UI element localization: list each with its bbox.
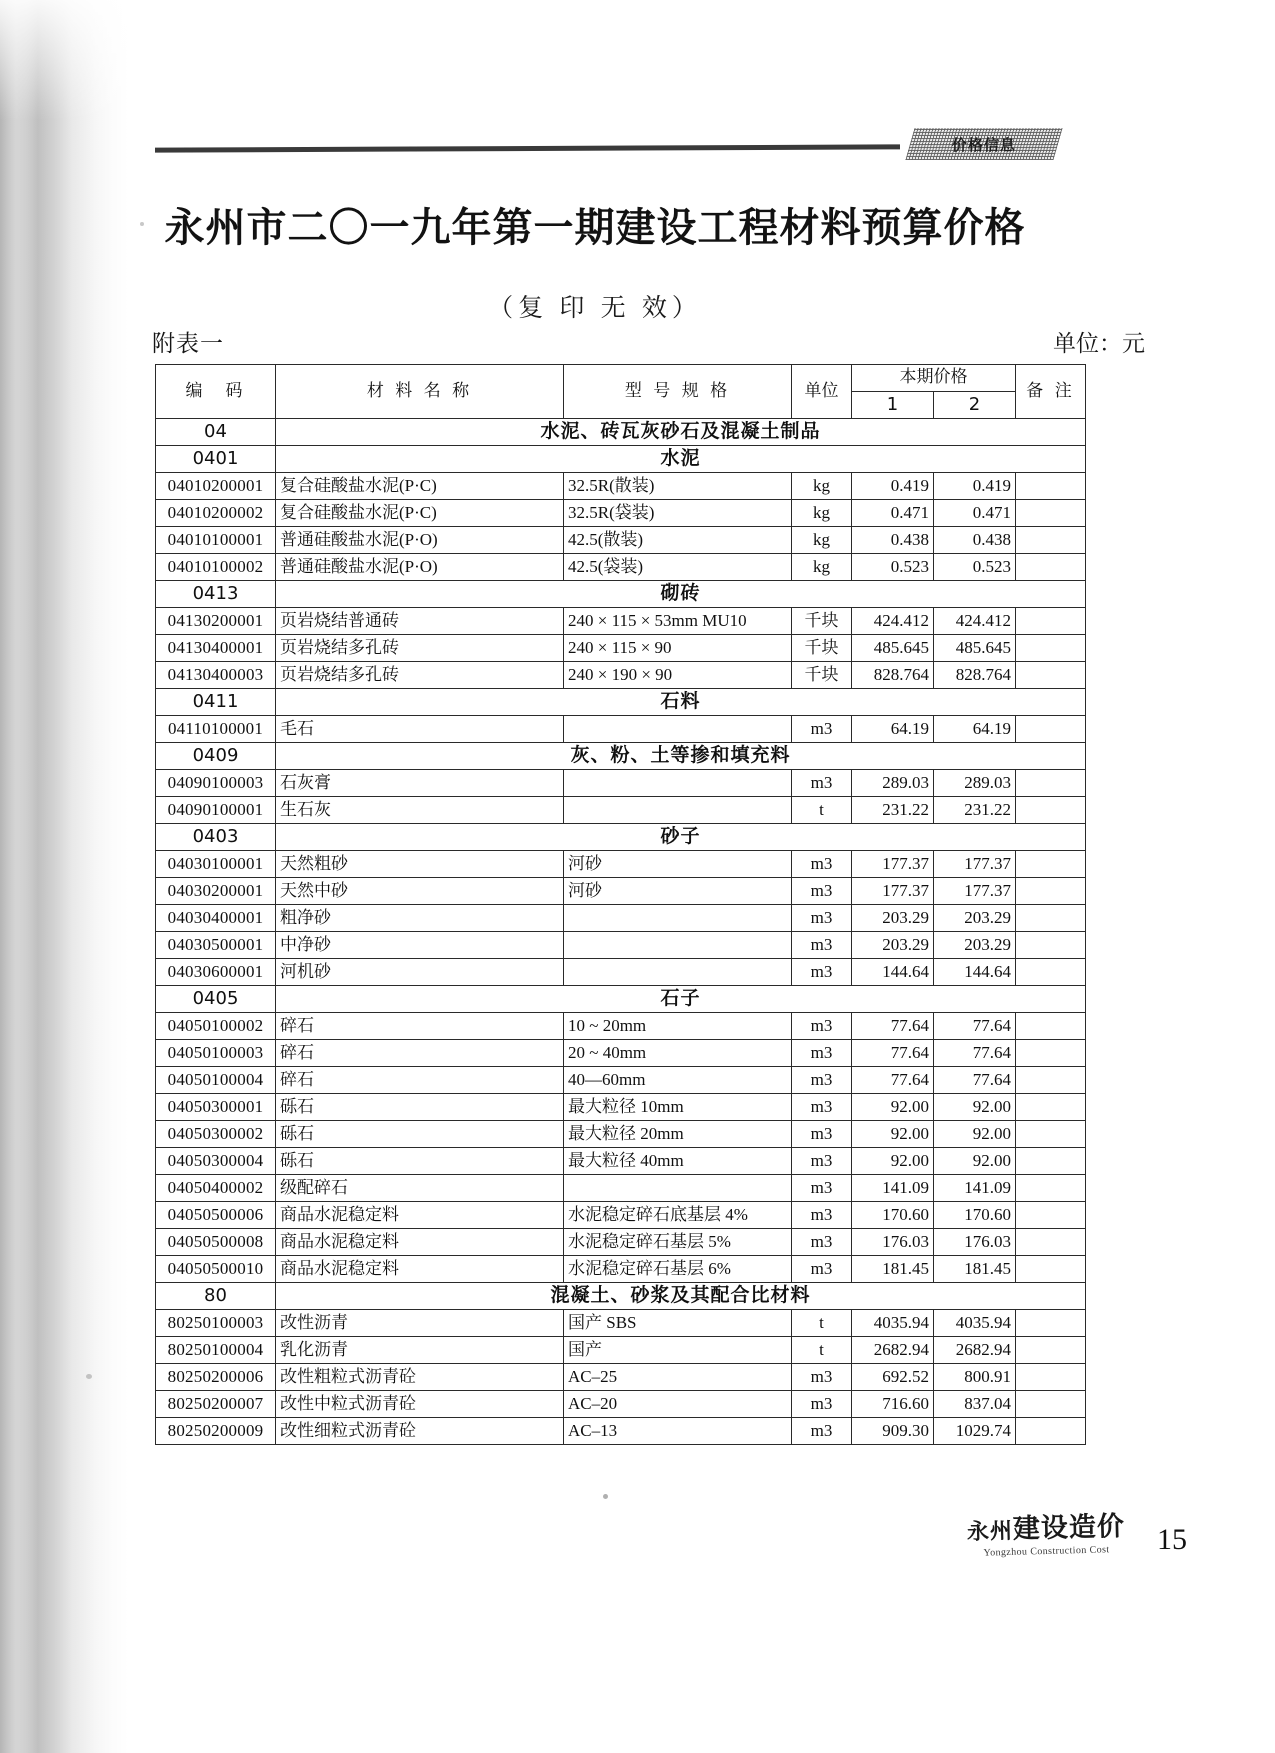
cell-spec: 32.5R(散装) [564, 473, 792, 500]
table-group-row [156, 1283, 1086, 1310]
cell-code: 04030400001 [156, 905, 276, 932]
cell-unit: 千块 [792, 635, 852, 662]
cell-spec: 水泥稳定碎石基层 5% [564, 1229, 792, 1256]
cell-note [1016, 797, 1086, 824]
cell-price-2: 177.37 [934, 851, 1016, 878]
cell-spec [564, 905, 792, 932]
cell-spec [564, 770, 792, 797]
cell-name: 河机砂 [276, 959, 564, 986]
group-code: 0405 [156, 986, 276, 1013]
cell-price-1: 289.03 [852, 770, 934, 797]
cell-code: 80250100003 [156, 1310, 276, 1337]
column-header-code: 编 码 [156, 365, 276, 419]
cell-price-2: 0.438 [934, 527, 1016, 554]
cell-spec: 最大粒径 10mm [564, 1094, 792, 1121]
publisher-mark-cn-2: 建设造价 [1012, 1510, 1126, 1545]
cell-note [1016, 1364, 1086, 1391]
cell-unit: m3 [792, 1418, 852, 1445]
cell-name: 砾石 [276, 1094, 564, 1121]
cell-spec: 240 × 115 × 90 [564, 635, 792, 662]
cell-code: 04010200002 [156, 500, 276, 527]
cell-price-2: 231.22 [934, 797, 1016, 824]
cell-price-1: 92.00 [852, 1094, 934, 1121]
cell-unit: t [792, 1337, 852, 1364]
cell-unit: m3 [792, 1013, 852, 1040]
cell-name: 生石灰 [276, 797, 564, 824]
price-table [155, 364, 1086, 1445]
column-header-name: 材 料 名 称 [276, 365, 564, 419]
cell-name: 碎石 [276, 1040, 564, 1067]
cell-price-2: 176.03 [934, 1229, 1016, 1256]
cell-code: 04030100001 [156, 851, 276, 878]
table-row [156, 662, 1086, 689]
cell-code: 04130200001 [156, 608, 276, 635]
cell-note [1016, 878, 1086, 905]
table-row [156, 1067, 1086, 1094]
table-header-row [156, 365, 1086, 392]
cell-note [1016, 500, 1086, 527]
cell-price-1: 4035.94 [852, 1310, 934, 1337]
cell-unit: kg [792, 473, 852, 500]
table-row [156, 1094, 1086, 1121]
cell-price-1: 77.64 [852, 1013, 934, 1040]
cell-spec [564, 797, 792, 824]
cell-unit: m3 [792, 1148, 852, 1175]
cell-price-1: 141.09 [852, 1175, 934, 1202]
cell-spec [564, 716, 792, 743]
table-group-row [156, 689, 1086, 716]
cell-price-1: 0.471 [852, 500, 934, 527]
cell-price-1: 716.60 [852, 1391, 934, 1418]
cell-unit: m3 [792, 770, 852, 797]
cell-price-1: 181.45 [852, 1256, 934, 1283]
cell-price-2: 177.37 [934, 878, 1016, 905]
table-row [156, 932, 1086, 959]
cell-unit: m3 [792, 959, 852, 986]
cell-code: 04050300004 [156, 1148, 276, 1175]
cell-unit: m3 [792, 716, 852, 743]
cell-name: 石灰膏 [276, 770, 564, 797]
table-row [156, 635, 1086, 662]
group-title: 水泥、砖瓦灰砂石及混凝土制品 [276, 419, 1086, 446]
cell-name: 普通硅酸盐水泥(P·O) [276, 527, 564, 554]
price-info-banner-label: 价格信息 [951, 135, 1016, 154]
group-title: 灰、粉、土等掺和填充料 [276, 743, 1086, 770]
column-header-spec: 型 号 规 格 [564, 365, 792, 419]
cell-price-2: 203.29 [934, 905, 1016, 932]
cell-spec: 最大粒径 40mm [564, 1148, 792, 1175]
table-row [156, 554, 1086, 581]
cell-note [1016, 1040, 1086, 1067]
cell-note [1016, 1310, 1086, 1337]
table-row [156, 527, 1086, 554]
cell-price-1: 170.60 [852, 1202, 934, 1229]
cell-spec: 32.5R(袋装) [564, 500, 792, 527]
cell-note [1016, 959, 1086, 986]
cell-name: 商品水泥稳定料 [276, 1202, 564, 1229]
cell-note [1016, 1418, 1086, 1445]
cell-unit: m3 [792, 1040, 852, 1067]
table-row [156, 1175, 1086, 1202]
table-row [156, 959, 1086, 986]
cell-spec: 40—60mm [564, 1067, 792, 1094]
cell-price-1: 424.412 [852, 608, 934, 635]
cell-code: 04030600001 [156, 959, 276, 986]
cell-note [1016, 1121, 1086, 1148]
scan-speck [603, 1494, 608, 1499]
column-header-unit: 单位 [792, 365, 852, 419]
cell-code: 04050500010 [156, 1256, 276, 1283]
group-title: 水泥 [276, 446, 1086, 473]
price-table-body [156, 419, 1086, 1445]
cell-unit: m3 [792, 1229, 852, 1256]
cell-price-1: 77.64 [852, 1040, 934, 1067]
table-row [156, 1121, 1086, 1148]
cell-name: 改性粗粒式沥青砼 [276, 1364, 564, 1391]
table-row [156, 1337, 1086, 1364]
cell-price-2: 485.645 [934, 635, 1016, 662]
cell-unit: m3 [792, 1121, 852, 1148]
cell-price-2: 289.03 [934, 770, 1016, 797]
cell-code: 04050100002 [156, 1013, 276, 1040]
cell-name: 改性细粒式沥青砼 [276, 1418, 564, 1445]
cell-spec: 20 ~ 40mm [564, 1040, 792, 1067]
table-row [156, 473, 1086, 500]
cell-unit: m3 [792, 851, 852, 878]
group-code: 0401 [156, 446, 276, 473]
cell-code: 04050100003 [156, 1040, 276, 1067]
cell-note [1016, 473, 1086, 500]
cell-code: 04130400003 [156, 662, 276, 689]
cell-spec: AC–20 [564, 1391, 792, 1418]
group-code: 0409 [156, 743, 276, 770]
cell-note [1016, 1094, 1086, 1121]
cell-price-2: 2682.94 [934, 1337, 1016, 1364]
cell-price-2: 64.19 [934, 716, 1016, 743]
cell-spec: 河砂 [564, 851, 792, 878]
cell-price-1: 177.37 [852, 878, 934, 905]
cell-unit: t [792, 1310, 852, 1337]
table-row [156, 797, 1086, 824]
cell-code: 04030500001 [156, 932, 276, 959]
cell-price-2: 141.09 [934, 1175, 1016, 1202]
cell-price-2: 0.471 [934, 500, 1016, 527]
cell-code: 04010100002 [156, 554, 276, 581]
cell-price-1: 828.764 [852, 662, 934, 689]
cell-code: 04110100001 [156, 716, 276, 743]
cell-spec: AC–25 [564, 1364, 792, 1391]
cell-name: 复合硅酸盐水泥(P·C) [276, 473, 564, 500]
price-table-container [155, 364, 1085, 1445]
cell-unit: m3 [792, 1364, 852, 1391]
cell-price-2: 92.00 [934, 1148, 1016, 1175]
cell-note [1016, 608, 1086, 635]
cell-name: 乳化沥青 [276, 1337, 564, 1364]
cell-spec: 河砂 [564, 878, 792, 905]
cell-unit: m3 [792, 1067, 852, 1094]
cell-note [1016, 716, 1086, 743]
cell-price-2: 1029.74 [934, 1418, 1016, 1445]
cell-code: 04050100004 [156, 1067, 276, 1094]
table-row [156, 1256, 1086, 1283]
unit-label: 单位：元 [1053, 331, 1145, 356]
column-header-current-price: 本期价格 [852, 365, 1016, 392]
table-row [156, 770, 1086, 797]
cell-note [1016, 851, 1086, 878]
cell-name: 级配碎石 [276, 1175, 564, 1202]
cell-unit: kg [792, 554, 852, 581]
publisher-mark-cn [966, 1504, 1125, 1547]
table-row [156, 1418, 1086, 1445]
cell-name: 普通硅酸盐水泥(P·O) [276, 554, 564, 581]
cell-price-1: 176.03 [852, 1229, 934, 1256]
cell-price-1: 177.37 [852, 851, 934, 878]
cell-price-2: 170.60 [934, 1202, 1016, 1229]
cell-code: 04030200001 [156, 878, 276, 905]
table-row [156, 716, 1086, 743]
cell-spec: 240 × 190 × 90 [564, 662, 792, 689]
cell-note [1016, 905, 1086, 932]
table-group-row [156, 743, 1086, 770]
publisher-mark-en: Yongzhou Construction Cost [983, 1544, 1110, 1559]
table-row [156, 1310, 1086, 1337]
group-title: 砂子 [276, 824, 1086, 851]
cell-note [1016, 554, 1086, 581]
cell-spec: 最大粒径 20mm [564, 1121, 792, 1148]
column-header-price-1: 1 [852, 392, 934, 419]
cell-unit: 千块 [792, 608, 852, 635]
cell-note [1016, 1337, 1086, 1364]
cell-unit: m3 [792, 1202, 852, 1229]
cell-note [1016, 1202, 1086, 1229]
cell-note [1016, 1229, 1086, 1256]
cell-spec: 国产 [564, 1337, 792, 1364]
page-title: 永州市二〇一九年第一期建设工程材料预算价格 [164, 205, 1026, 251]
cell-name: 粗净砂 [276, 905, 564, 932]
attachment-label: 附表一 [152, 331, 224, 356]
cell-price-1: 0.419 [852, 473, 934, 500]
group-code: 80 [156, 1283, 276, 1310]
header-rule [155, 144, 900, 152]
table-row [156, 1013, 1086, 1040]
cell-price-2: 424.412 [934, 608, 1016, 635]
cell-price-2: 77.64 [934, 1013, 1016, 1040]
cell-price-2: 92.00 [934, 1121, 1016, 1148]
cell-name: 天然中砂 [276, 878, 564, 905]
cell-note [1016, 932, 1086, 959]
cell-price-2: 0.419 [934, 473, 1016, 500]
cell-code: 80250200006 [156, 1364, 276, 1391]
cell-price-2: 828.764 [934, 662, 1016, 689]
cell-price-2: 837.04 [934, 1391, 1016, 1418]
cell-spec: 国产 SBS [564, 1310, 792, 1337]
table-group-row [156, 581, 1086, 608]
group-title: 石料 [276, 689, 1086, 716]
group-code: 0403 [156, 824, 276, 851]
cell-unit: m3 [792, 1094, 852, 1121]
cell-note [1016, 662, 1086, 689]
cell-spec: 水泥稳定碎石基层 6% [564, 1256, 792, 1283]
cell-name: 中净砂 [276, 932, 564, 959]
cell-spec [564, 959, 792, 986]
cell-note [1016, 1256, 1086, 1283]
table-row [156, 1364, 1086, 1391]
column-header-note: 备 注 [1016, 365, 1086, 419]
table-row [156, 1391, 1086, 1418]
cell-code: 04010200001 [156, 473, 276, 500]
cell-name: 毛石 [276, 716, 564, 743]
cell-name: 复合硅酸盐水泥(P·C) [276, 500, 564, 527]
cell-unit: m3 [792, 1256, 852, 1283]
cell-code: 04050400002 [156, 1175, 276, 1202]
cell-spec: 10 ~ 20mm [564, 1013, 792, 1040]
cell-spec [564, 1175, 792, 1202]
cell-unit: 千块 [792, 662, 852, 689]
group-code: 0413 [156, 581, 276, 608]
cell-name: 商品水泥稳定料 [276, 1229, 564, 1256]
cell-note [1016, 527, 1086, 554]
cell-code: 80250200007 [156, 1391, 276, 1418]
cell-name: 碎石 [276, 1067, 564, 1094]
group-title: 石子 [276, 986, 1086, 1013]
table-row [156, 500, 1086, 527]
cell-price-1: 909.30 [852, 1418, 934, 1445]
cell-code: 04130400001 [156, 635, 276, 662]
cell-price-1: 0.523 [852, 554, 934, 581]
cell-unit: kg [792, 500, 852, 527]
cell-price-1: 203.29 [852, 905, 934, 932]
cell-name: 商品水泥稳定料 [276, 1256, 564, 1283]
cell-code: 80250100004 [156, 1337, 276, 1364]
table-row [156, 1148, 1086, 1175]
cell-name: 页岩烧结普通砖 [276, 608, 564, 635]
group-code: 0411 [156, 689, 276, 716]
page-number: 15 [1157, 1523, 1187, 1556]
publisher-mark [966, 1504, 1125, 1559]
cell-price-2: 800.91 [934, 1364, 1016, 1391]
cell-note [1016, 1013, 1086, 1040]
cell-spec: AC–13 [564, 1418, 792, 1445]
cell-price-1: 231.22 [852, 797, 934, 824]
table-row [156, 1040, 1086, 1067]
cell-price-1: 77.64 [852, 1067, 934, 1094]
table-row [156, 1229, 1086, 1256]
table-row [156, 851, 1086, 878]
cell-spec: 42.5(袋装) [564, 554, 792, 581]
table-row [156, 608, 1086, 635]
cell-spec: 240 × 115 × 53mm MU10 [564, 608, 792, 635]
cell-price-2: 203.29 [934, 932, 1016, 959]
cell-name: 改性中粒式沥青砼 [276, 1391, 564, 1418]
table-group-row [156, 446, 1086, 473]
page-subtitle: （复 印 无 效） [488, 295, 702, 322]
cell-note [1016, 635, 1086, 662]
cell-note [1016, 770, 1086, 797]
cell-name: 砾石 [276, 1148, 564, 1175]
cell-unit: kg [792, 527, 852, 554]
table-row [156, 1202, 1086, 1229]
cell-price-2: 4035.94 [934, 1310, 1016, 1337]
cell-name: 改性沥青 [276, 1310, 564, 1337]
cell-code: 04010100001 [156, 527, 276, 554]
cell-unit: m3 [792, 1391, 852, 1418]
group-code: 04 [156, 419, 276, 446]
cell-price-2: 181.45 [934, 1256, 1016, 1283]
cell-code: 04050300002 [156, 1121, 276, 1148]
cell-code: 04090100001 [156, 797, 276, 824]
price-table-head [156, 365, 1086, 419]
cell-spec [564, 932, 792, 959]
cell-price-1: 485.645 [852, 635, 934, 662]
cell-spec: 42.5(散装) [564, 527, 792, 554]
cell-code: 04050500008 [156, 1229, 276, 1256]
cell-unit: m3 [792, 878, 852, 905]
cell-code: 04050500006 [156, 1202, 276, 1229]
cell-price-1: 2682.94 [852, 1337, 934, 1364]
cell-price-2: 77.64 [934, 1040, 1016, 1067]
cell-name: 页岩烧结多孔砖 [276, 635, 564, 662]
cell-name: 天然粗砂 [276, 851, 564, 878]
cell-price-2: 144.64 [934, 959, 1016, 986]
cell-price-1: 203.29 [852, 932, 934, 959]
cell-code: 80250200009 [156, 1418, 276, 1445]
cell-name: 页岩烧结多孔砖 [276, 662, 564, 689]
cell-unit: m3 [792, 1175, 852, 1202]
publisher-mark-cn-1: 永州 [966, 1518, 1014, 1546]
group-title: 砌砖 [276, 581, 1086, 608]
cell-name: 碎石 [276, 1013, 564, 1040]
group-title: 混凝土、砂浆及其配合比材料 [276, 1283, 1086, 1310]
cell-code: 04090100003 [156, 770, 276, 797]
cell-unit: m3 [792, 932, 852, 959]
column-header-price-2: 2 [934, 392, 1016, 419]
table-group-row [156, 824, 1086, 851]
cell-price-2: 77.64 [934, 1067, 1016, 1094]
cell-price-1: 92.00 [852, 1148, 934, 1175]
cell-price-1: 92.00 [852, 1121, 934, 1148]
scan-speck [86, 1374, 92, 1379]
cell-note [1016, 1148, 1086, 1175]
table-row [156, 878, 1086, 905]
cell-price-1: 0.438 [852, 527, 934, 554]
cell-code: 04050300001 [156, 1094, 276, 1121]
cell-price-1: 64.19 [852, 716, 934, 743]
price-info-banner [905, 128, 1062, 160]
table-group-row [156, 986, 1086, 1013]
cell-note [1016, 1391, 1086, 1418]
cell-price-2: 92.00 [934, 1094, 1016, 1121]
cell-unit: m3 [792, 905, 852, 932]
table-group-row [156, 419, 1086, 446]
cell-unit: t [792, 797, 852, 824]
cell-spec: 水泥稳定碎石底基层 4% [564, 1202, 792, 1229]
cell-note [1016, 1175, 1086, 1202]
cell-name: 砾石 [276, 1121, 564, 1148]
cell-price-1: 144.64 [852, 959, 934, 986]
cell-note [1016, 1067, 1086, 1094]
table-row [156, 905, 1086, 932]
cell-price-1: 692.52 [852, 1364, 934, 1391]
cell-price-2: 0.523 [934, 554, 1016, 581]
